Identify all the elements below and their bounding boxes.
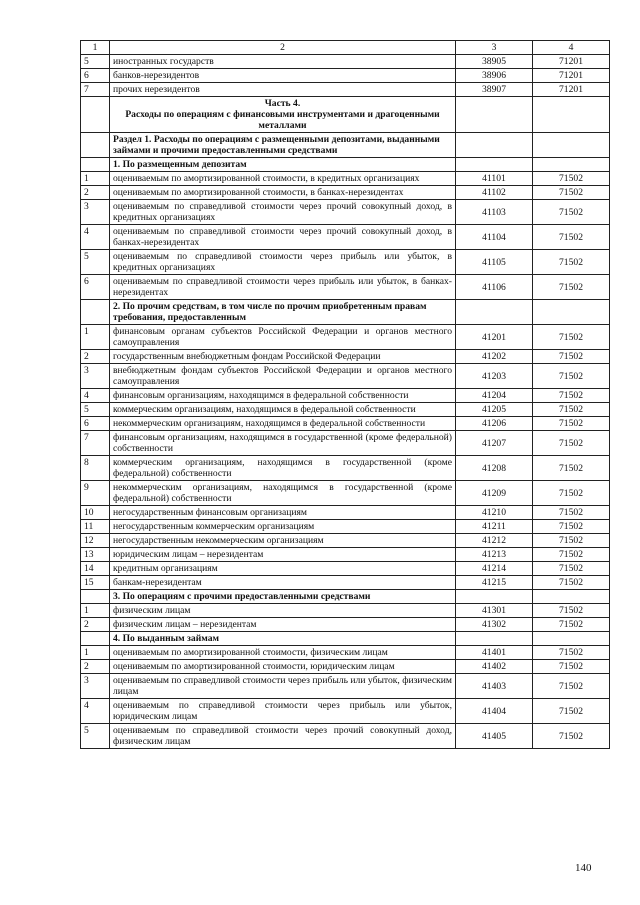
empty-cell [81, 590, 110, 604]
row-account-code: 41101 [456, 172, 533, 186]
row-number: 5 [81, 55, 110, 69]
row-account-code: 41201 [456, 325, 533, 350]
row-number: 14 [81, 562, 110, 576]
table-row [81, 325, 610, 350]
row-description: финансовым органам субъектов Российской Федерации и органов местного самоуправления [110, 325, 456, 350]
row-number: 2 [81, 186, 110, 200]
row-symbol-code: 71502 [533, 325, 610, 350]
row-symbol-code: 71502 [533, 389, 610, 403]
row-account-code: 41402 [456, 660, 533, 674]
table-row [81, 55, 610, 69]
row-symbol-code: 71502 [533, 674, 610, 699]
row-symbol-code: 71502 [533, 534, 610, 548]
row-number: 6 [81, 275, 110, 300]
row-description: иностранных государств [110, 55, 456, 69]
part-heading: Часть 4. Расходы по операциям с финансовыми инструментами и драгоценными металлами [110, 97, 456, 133]
row-account-code: 41204 [456, 389, 533, 403]
row-number: 15 [81, 576, 110, 590]
row-account-code: 41405 [456, 724, 533, 749]
row-description: негосударственным некоммерческим организациям [110, 534, 456, 548]
row-number: 4 [81, 389, 110, 403]
row-symbol-code: 71502 [533, 200, 610, 225]
page-number: 140 [575, 862, 592, 874]
row-symbol-code: 71502 [533, 403, 610, 417]
row-description: оцениваемым по справедливой стоимости через прибыль или убыток, в банках-нерезидентах [110, 275, 456, 300]
empty-cell [456, 632, 533, 646]
row-description: внебюджетным фондам субъектов Российской Федерации и органов местного самоуправления [110, 364, 456, 389]
row-symbol-code: 71502 [533, 520, 610, 534]
table-row [81, 562, 610, 576]
row-symbol-code: 71502 [533, 660, 610, 674]
row-symbol-code: 71502 [533, 225, 610, 250]
empty-cell [533, 97, 610, 133]
empty-cell [456, 97, 533, 133]
row-symbol-code: 71502 [533, 186, 610, 200]
row-number: 5 [81, 250, 110, 275]
table-row [81, 186, 610, 200]
section-heading-row [81, 590, 610, 604]
table-row [81, 83, 610, 97]
row-account-code: 41210 [456, 506, 533, 520]
table-row [81, 275, 610, 300]
row-symbol-code: 71502 [533, 456, 610, 481]
row-account-code: 38907 [456, 83, 533, 97]
row-symbol-code: 71502 [533, 172, 610, 186]
row-account-code: 41301 [456, 604, 533, 618]
row-symbol-code: 71502 [533, 618, 610, 632]
row-number: 1 [81, 325, 110, 350]
row-account-code: 41102 [456, 186, 533, 200]
row-description: прочих нерезидентов [110, 83, 456, 97]
table-row [81, 576, 610, 590]
section-heading-row [81, 632, 610, 646]
row-description: государственным внебюджетным фондам Российской Федерации [110, 350, 456, 364]
row-description: оцениваемым по справедливой стоимости через прибыль или убыток, физическим лицам [110, 674, 456, 699]
row-description: оцениваемым по справедливой стоимости через прибыль или убыток, юридическим лицам [110, 699, 456, 724]
row-account-code: 41302 [456, 618, 533, 632]
row-symbol-code: 71502 [533, 562, 610, 576]
row-number: 11 [81, 520, 110, 534]
row-description: финансовым организациям, находящимся в государственной (кроме федеральной) собственности [110, 431, 456, 456]
row-description: физическим лицам [110, 604, 456, 618]
row-description: коммерческим организациям, находящимся в государственной (кроме федеральной) собственности [110, 456, 456, 481]
row-description: оцениваемым по амортизированной стоимости, в банках-нерезидентах [110, 186, 456, 200]
row-number: 4 [81, 699, 110, 724]
row-description: банкам-нерезидентам [110, 576, 456, 590]
header-cell-1: 1 [81, 41, 110, 55]
header-cell-2: 2 [110, 41, 456, 55]
row-symbol-code: 71502 [533, 506, 610, 520]
empty-cell [81, 300, 110, 325]
row-symbol-code: 71201 [533, 83, 610, 97]
header-cell-4: 4 [533, 41, 610, 55]
row-description: оцениваемым по амортизированной стоимости, в кредитных организациях [110, 172, 456, 186]
table-header-row [81, 41, 610, 55]
table-body [81, 41, 610, 749]
row-account-code: 41214 [456, 562, 533, 576]
row-symbol-code: 71502 [533, 604, 610, 618]
row-description: негосударственным финансовым организациям [110, 506, 456, 520]
row-symbol-code: 71502 [533, 275, 610, 300]
row-description: кредитным организациям [110, 562, 456, 576]
row-number: 3 [81, 674, 110, 699]
row-account-code: 38905 [456, 55, 533, 69]
row-number: 12 [81, 534, 110, 548]
row-description: оцениваемым по амортизированной стоимости, физическим лицам [110, 646, 456, 660]
table-row [81, 431, 610, 456]
row-number: 2 [81, 618, 110, 632]
row-account-code: 41212 [456, 534, 533, 548]
empty-cell [456, 158, 533, 172]
table-row [81, 69, 610, 83]
row-number: 13 [81, 548, 110, 562]
table-row [81, 172, 610, 186]
table-row [81, 350, 610, 364]
row-account-code: 41211 [456, 520, 533, 534]
section-heading: 3. По операциям с прочими предоставленными средствами [110, 590, 456, 604]
empty-cell [533, 590, 610, 604]
section-heading: 4. По выданным займам [110, 632, 456, 646]
empty-cell [81, 632, 110, 646]
row-number: 7 [81, 83, 110, 97]
row-symbol-code: 71502 [533, 350, 610, 364]
row-account-code: 41403 [456, 674, 533, 699]
row-account-code: 41106 [456, 275, 533, 300]
row-description: оцениваемым по справедливой стоимости через прочий совокупный доход, физическим лицам [110, 724, 456, 749]
table-row [81, 646, 610, 660]
row-symbol-code: 71502 [533, 417, 610, 431]
row-description: финансовым организациям, находящимся в федеральной собственности [110, 389, 456, 403]
row-symbol-code: 71502 [533, 250, 610, 275]
row-number: 4 [81, 225, 110, 250]
section-heading: 2. По прочим средствам, в том числе по прочим приобретенным правам требования, предоставленным [110, 300, 456, 325]
table-row [81, 660, 610, 674]
row-account-code: 41104 [456, 225, 533, 250]
empty-cell [456, 133, 533, 158]
empty-cell [533, 158, 610, 172]
section-heading-row [81, 133, 610, 158]
table-row [81, 520, 610, 534]
section-heading-row [81, 300, 610, 325]
row-symbol-code: 71201 [533, 55, 610, 69]
part-heading-row [81, 97, 610, 133]
row-symbol-code: 71502 [533, 431, 610, 456]
row-number: 2 [81, 660, 110, 674]
section-heading: Раздел 1. Расходы по операциям с размещенными депозитами, выданными займами и прочими предоставленными средствами [110, 133, 456, 158]
row-symbol-code: 71502 [533, 364, 610, 389]
table-row [81, 506, 610, 520]
row-number: 6 [81, 417, 110, 431]
row-account-code: 41105 [456, 250, 533, 275]
section-heading: 1. По размещенным депозитам [110, 158, 456, 172]
header-cell-3: 3 [456, 41, 533, 55]
empty-cell [456, 590, 533, 604]
table-row [81, 699, 610, 724]
row-account-code: 41213 [456, 548, 533, 562]
row-description: оцениваемым по справедливой стоимости через прочий совокупный доход, в кредитных организациях [110, 200, 456, 225]
row-number: 10 [81, 506, 110, 520]
row-symbol-code: 71502 [533, 646, 610, 660]
row-symbol-code: 71502 [533, 576, 610, 590]
row-symbol-code: 71502 [533, 548, 610, 562]
row-number: 1 [81, 604, 110, 618]
row-description: коммерческим организациям, находящимся в федеральной собственности [110, 403, 456, 417]
row-number: 1 [81, 172, 110, 186]
row-description: оцениваемым по справедливой стоимости через прочий совокупный доход, в банках-нерезидентах [110, 225, 456, 250]
row-description: физическим лицам – нерезидентам [110, 618, 456, 632]
row-account-code: 41208 [456, 456, 533, 481]
table-row [81, 456, 610, 481]
row-description: некоммерческим организациям, находящимся в государственной (кроме федеральной) собственности [110, 481, 456, 506]
empty-cell [81, 97, 110, 133]
empty-cell [81, 133, 110, 158]
table-row [81, 724, 610, 749]
row-description: оцениваемым по амортизированной стоимости, юридическим лицам [110, 660, 456, 674]
table-row [81, 364, 610, 389]
row-account-code: 41215 [456, 576, 533, 590]
table-row [81, 481, 610, 506]
row-account-code: 38906 [456, 69, 533, 83]
table-row [81, 250, 610, 275]
empty-cell [81, 158, 110, 172]
row-symbol-code: 71502 [533, 699, 610, 724]
row-description: некоммерческим организациям, находящимся в федеральной собственности [110, 417, 456, 431]
row-number: 3 [81, 364, 110, 389]
table-row [81, 674, 610, 699]
empty-cell [533, 133, 610, 158]
row-account-code: 41206 [456, 417, 533, 431]
table-row [81, 618, 610, 632]
table-row [81, 225, 610, 250]
table-row [81, 548, 610, 562]
row-account-code: 41207 [456, 431, 533, 456]
row-description: оцениваемым по справедливой стоимости через прибыль или убыток, в кредитных организациях [110, 250, 456, 275]
row-symbol-code: 71502 [533, 481, 610, 506]
row-number: 2 [81, 350, 110, 364]
row-number: 5 [81, 403, 110, 417]
row-account-code: 41401 [456, 646, 533, 660]
row-number: 6 [81, 69, 110, 83]
row-account-code: 41202 [456, 350, 533, 364]
row-account-code: 41203 [456, 364, 533, 389]
empty-cell [533, 300, 610, 325]
section-heading-row [81, 158, 610, 172]
row-number: 7 [81, 431, 110, 456]
row-number: 3 [81, 200, 110, 225]
row-number: 1 [81, 646, 110, 660]
row-number: 9 [81, 481, 110, 506]
empty-cell [533, 632, 610, 646]
row-account-code: 41404 [456, 699, 533, 724]
table-row [81, 403, 610, 417]
row-description: негосударственным коммерческим организациям [110, 520, 456, 534]
accounts-table [80, 40, 610, 749]
table-row [81, 200, 610, 225]
row-number: 8 [81, 456, 110, 481]
row-number: 5 [81, 724, 110, 749]
row-symbol-code: 71502 [533, 724, 610, 749]
table-row [81, 534, 610, 548]
row-description: банков-нерезидентов [110, 69, 456, 83]
row-account-code: 41205 [456, 403, 533, 417]
row-description: юридическим лицам – нерезидентам [110, 548, 456, 562]
row-account-code: 41103 [456, 200, 533, 225]
table-row [81, 417, 610, 431]
empty-cell [456, 300, 533, 325]
row-symbol-code: 71201 [533, 69, 610, 83]
row-account-code: 41209 [456, 481, 533, 506]
table-row [81, 389, 610, 403]
table-row [81, 604, 610, 618]
